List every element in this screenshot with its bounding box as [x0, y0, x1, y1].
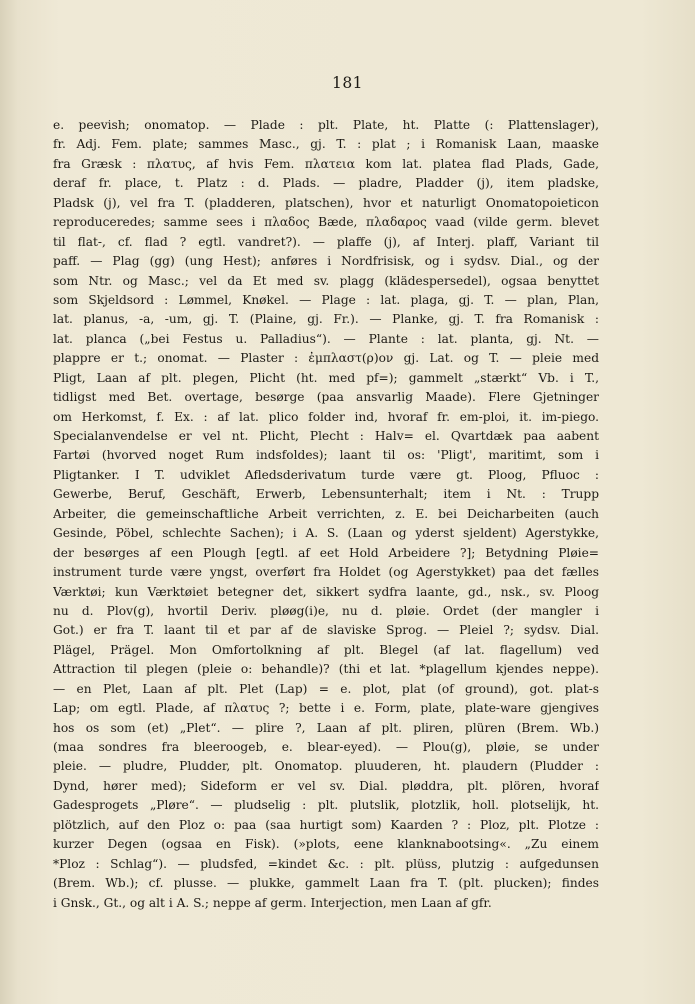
text-line: Pligt, Laan af plt. plegen, Plicht (ht. med pf=); gammelt „stærkt“ Vb. i T.,: [53, 370, 599, 385]
text-line: der besørges af een Plough [egtl. af eet Hold Arbeidere ?]; Betydning Pløie=: [53, 545, 599, 560]
text-line: i Gnsk., Gt., og alt i A. S.; neppe af germ. Interjection, men Laan af gfr.: [53, 895, 492, 910]
text-line: *Ploz : Schlag“). — pludsfed, =kindet &c. : plt. plüss, plutzig : aufgedunsen: [53, 856, 599, 871]
text-line: plötzlich, auf den Ploz o: paa (saa hurtigt som) Kaarden ? : Ploz, plt. Plotze :: [53, 817, 599, 832]
text-line: (Brem. Wb.); cf. plusse. — plukke, gammelt Laan fra T. (plt. plucken); findes: [53, 876, 599, 891]
text-line: Plägel, Prägel. Mon Omfortolkning af plt. Blegel (af lat. flagellum) ved: [53, 642, 599, 657]
text-line: lat. planus, -a, -um, gj. T. (Plaine, gj. Fr.). — Planke, gj. T. fra Romanisk :: [53, 312, 599, 327]
text-line: Gadesprogets „Pløre“. — pludselig : plt. plutslik, plotzlik, holl. plotselijk, ht.: [53, 798, 599, 813]
text-line: Gesinde, Pöbel, schlechte Sachen); i A. S. (Laan og yderst sjeldent) Agerstykke,: [53, 526, 599, 541]
text-line: fr. Adj. Fem. plate; sammes Masc., gj. T. : plat ; i Romanisk Laan, maaske: [53, 137, 599, 152]
text-line: om Herkomst, f. Ex. : af lat. plico folder ind, hvoraf fr. em-ploi, it. im-piego.: [53, 409, 599, 424]
text-line: som Ntr. og Masc.; vel da Et med sv. plagg (klädespersedel), ogsaa benyttet: [53, 273, 599, 288]
text-line: Pligtanker. I T. udviklet Afledsderivatum turde være gt. Ploog, Pfluoc :: [53, 467, 599, 482]
text-line: Dynd, hører med); Sideform er vel sv. Dial. pløddra, plt. plören, hvoraf: [53, 778, 599, 793]
text-line: Arbeiter, die gemeinschaftliche Arbeit verrichten, z. E. bei Deicharbeiten (auch: [53, 506, 599, 521]
text-line: til flat-, cf. flad ? egtl. vandret?). — plaffe (j), af Interj. plaff, Variant til: [53, 234, 599, 249]
text-line: deraf fr. place, t. Platz : d. Plads. — pladre, Pladder (j), item pladske,: [53, 176, 599, 191]
etymology-text-block: [53, 116, 599, 913]
text-line: pleie. — pludre, Pludder, plt. Onomatop. pluuderen, ht. plaudern (Pludder :: [53, 759, 599, 774]
text-line: Fartøi (hvorved noget Rum indsfoldes); laant til os: 'Pligt', maritimt, som i: [53, 448, 599, 463]
text-line: Gewerbe, Beruf, Geschäft, Erwerb, Lebensunterhalt; item i Nt. : Trupp: [53, 487, 599, 502]
text-line: Attraction til plegen (pleie o: behandle)? (thi et lat. *plagellum kjendes neppe).: [53, 662, 599, 677]
text-line: hos os som (et) „Plet“. — plire ?, Laan af plt. pliren, plüren (Brem. Wb.): [53, 720, 599, 735]
text-line: Specialanvendelse er vel nt. Plicht, Plecht : Halv= el. Qvartdæk paa aabent: [53, 429, 599, 443]
text-line: tidligst med Bet. overtage, besørge (paa ansvarlig Maade). Flere Gjetninger: [53, 390, 599, 405]
text-line: Pladsk (j), vel fra T. (pladderen, platschen), hvor et naturligt Onomatopoieticon: [53, 195, 599, 210]
text-line: kurzer Degen (ogsaa en Fisk). (»plots, eene klanknabootsing«. „Zu einem: [53, 837, 599, 852]
text-line: paff. — Plag (gg) (ung Hest); anføres i Nordfrisisk, og i sydsv. Dial., og der: [53, 254, 599, 269]
text-line: Got.) er fra T. laant til et par af de slaviske Sprog. — Pleiel ?; sydsv. Dial.: [53, 623, 599, 638]
text-line: reproduceredes; samme sees i πλαδος Bæde, πλαδαρος vaad (vilde germ. blevet: [53, 215, 599, 230]
text-line: lat. planca („bei Festus u. Palladius“). — Plante : lat. planta, gj. Nt. —: [53, 331, 599, 346]
text-line: Lap; om egtl. Plade, af πλατυς ?; bette i e. Form, plate, plate-ware gjengives: [53, 701, 599, 716]
text-line: Værktøi; kun Værktøiet betegner det, sikkert sydfra laante, gd., nsk., sv. Ploog: [53, 584, 599, 599]
text-line: fra Græsk : πλατυς, af hvis Fem. πλατεια kom lat. platea flad Plads, Gade,: [53, 156, 599, 171]
text-line: som Skjeldsord : Lømmel, Knøkel. — Plage : lat. plaga, gj. T. — plan, Plan,: [53, 292, 599, 307]
text-line: e. peevish; onomatop. — Plade : plt. Plate, ht. Platte (: Plattenslager),: [53, 118, 599, 132]
page-number: 181: [331, 74, 364, 92]
text-line: (maa sondres fra bleeroogeb, e. blear-eyed). — Plou(g), pløie, se under: [53, 740, 599, 754]
text-line: — en Plet, Laan af plt. Plet (Lap) = e. plot, plat (of ground), got. plat-s: [53, 681, 599, 696]
text-line: nu d. Plov(g), hvortil Deriv. pløøg(i)e, nu d. pløie. Ordet (der mangler i: [53, 603, 599, 618]
text-line: instrument turde være yngst, overført fra Holdet (og Agerstykket) paa det fælles: [53, 565, 599, 580]
text-line: plappre er t.; onomat. — Plaster : ἐμπλαστ(ρ)ον gj. Lat. og T. — pleie med: [53, 351, 599, 366]
